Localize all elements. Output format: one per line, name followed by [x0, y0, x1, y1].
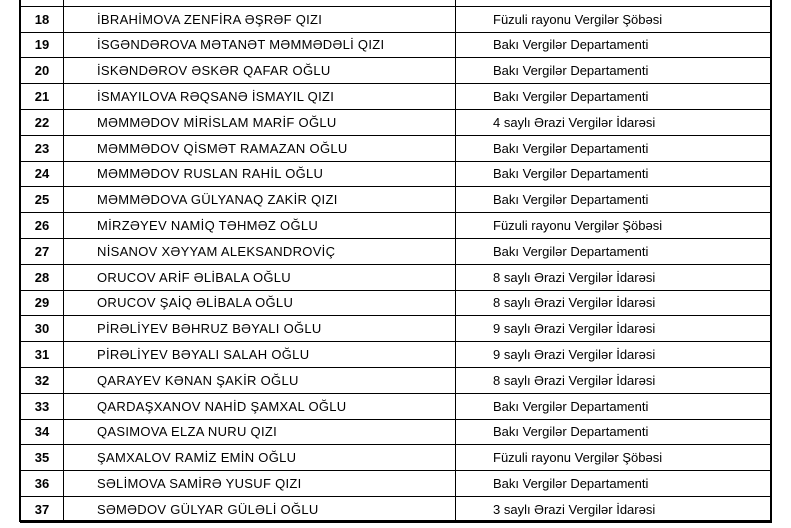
table-row [21, 367, 772, 393]
row-number: 32 [21, 367, 64, 393]
table-row [21, 238, 772, 264]
tax-office: 9 saylı Ərazi Vergilər İdarəsi [456, 342, 772, 368]
row-number: 27 [21, 238, 64, 264]
person-name: MƏMMƏDOV QİSMƏT RAMAZAN OĞLU [64, 135, 456, 161]
person-name: SƏLİMOVA SAMİRƏ YUSUF QIZI [64, 471, 456, 497]
tax-office: 9 saylı Ərazi Vergilər İdarəsi [456, 316, 772, 342]
tax-office: Bakı Vergilər Departamenti [456, 135, 772, 161]
tax-office: 8 saylı Ərazi Vergilər İdarəsi [456, 290, 772, 316]
person-name: MİRZƏYEV NAMİQ TƏHMƏZ OĞLU [64, 213, 456, 239]
row-number: 36 [21, 471, 64, 497]
table-row [21, 496, 772, 522]
table-bottom-border [19, 520, 772, 522]
row-number: 23 [21, 135, 64, 161]
person-name: QARAYEV KƏNAN ŞAKİR OĞLU [64, 367, 456, 393]
tax-office: Bakı Vergilər Departamenti [456, 393, 772, 419]
person-name: ORUCOV ARİF ƏLİBALA OĞLU [64, 264, 456, 290]
table-row [21, 264, 772, 290]
row-number: 20 [21, 58, 64, 84]
tax-office: Bakı Vergilər Departamenti [456, 471, 772, 497]
tax-office: 4 saylı Ərazi Vergilər İdarəsi [456, 109, 772, 135]
tax-office: 8 saylı Ərazi Vergilər İdarəsi [456, 367, 772, 393]
tax-office: Füzuli rayonu Vergilər Şöbəsi [456, 213, 772, 239]
row-number: 22 [21, 109, 64, 135]
table-row [21, 213, 772, 239]
table-right-border [770, 0, 772, 522]
tax-office: Füzuli rayonu Vergilər Şöbəsi [456, 6, 772, 32]
row-number: 37 [21, 496, 64, 522]
person-name: MƏMMƏDOV RUSLAN RAHİL OĞLU [64, 161, 456, 187]
table-row [21, 135, 772, 161]
table-row [21, 109, 772, 135]
table-row [21, 32, 772, 58]
table-row [21, 445, 772, 471]
person-name: ŞAMXALOV RAMİZ EMİN OĞLU [64, 445, 456, 471]
person-name: MƏMMƏDOVA GÜLYANAQ ZAKİR QIZI [64, 187, 456, 213]
tax-office: Bakı Vergilər Departamenti [456, 32, 772, 58]
table-row [21, 84, 772, 110]
person-name: İSMAYILOVA RƏQSANƏ İSMAYIL QIZI [64, 84, 456, 110]
person-name: QASIMOVA ELZA NURU QIZI [64, 419, 456, 445]
tax-office: 3 saylı Ərazi Vergilər İdarəsi [456, 496, 772, 522]
person-name: ORUCOV ŞAİQ ƏLİBALA OĞLU [64, 290, 456, 316]
table-row [21, 342, 772, 368]
table-row [21, 187, 772, 213]
roster-table-body [21, 0, 772, 522]
tax-office: Bakı Vergilər Departamenti [456, 187, 772, 213]
table-row [21, 393, 772, 419]
row-number: 29 [21, 290, 64, 316]
row-number: 18 [21, 6, 64, 32]
row-number: 30 [21, 316, 64, 342]
tax-office: Bakı Vergilər Departamenti [456, 84, 772, 110]
tax-office: Bakı Vergilər Departamenti [456, 161, 772, 187]
row-number: 31 [21, 342, 64, 368]
tax-office: Bakı Vergilər Departamenti [456, 419, 772, 445]
person-name: PİRƏLİYEV BƏYALI SALAH OĞLU [64, 342, 456, 368]
table-row [21, 290, 772, 316]
tax-office: Bakı Vergilər Departamenti [456, 58, 772, 84]
tax-office: Bakı Vergilər Departamenti [456, 238, 772, 264]
person-name: QARDAŞXANOV NAHİD ŞAMXAL OĞLU [64, 393, 456, 419]
person-name: NİSANOV XƏYYAM ALEKSANDROVİÇ [64, 238, 456, 264]
table-row [21, 316, 772, 342]
table-row [21, 419, 772, 445]
table-row [21, 471, 772, 497]
person-name: İSKƏNDƏROV ƏSKƏR QAFAR OĞLU [64, 58, 456, 84]
table-row [21, 58, 772, 84]
person-name: SƏMƏDOV GÜLYAR GÜLƏLİ OĞLU [64, 496, 456, 522]
roster-table [20, 0, 772, 523]
person-name: MƏMMƏDOV MİRİSLAM MARİF OĞLU [64, 109, 456, 135]
row-number: 24 [21, 161, 64, 187]
table-left-border [19, 0, 21, 522]
person-name: PİRƏLİYEV BƏHRUZ BƏYALI OĞLU [64, 316, 456, 342]
row-number: 25 [21, 187, 64, 213]
tax-office: Füzuli rayonu Vergilər Şöbəsi [456, 445, 772, 471]
person-name: İBRAHİMOVA ZENFİRA ƏŞRƏF QIZI [64, 6, 456, 32]
row-number: 33 [21, 393, 64, 419]
row-number: 19 [21, 32, 64, 58]
row-number: 34 [21, 419, 64, 445]
person-name: İSGƏNDƏROVA MƏTANƏT MƏMMƏDƏLİ QIZI [64, 32, 456, 58]
row-number: 21 [21, 84, 64, 110]
row-number: 35 [21, 445, 64, 471]
row-number: 28 [21, 264, 64, 290]
tax-office: 8 saylı Ərazi Vergilər İdarəsi [456, 264, 772, 290]
row-number: 26 [21, 213, 64, 239]
table-row [21, 161, 772, 187]
table-row [21, 6, 772, 32]
